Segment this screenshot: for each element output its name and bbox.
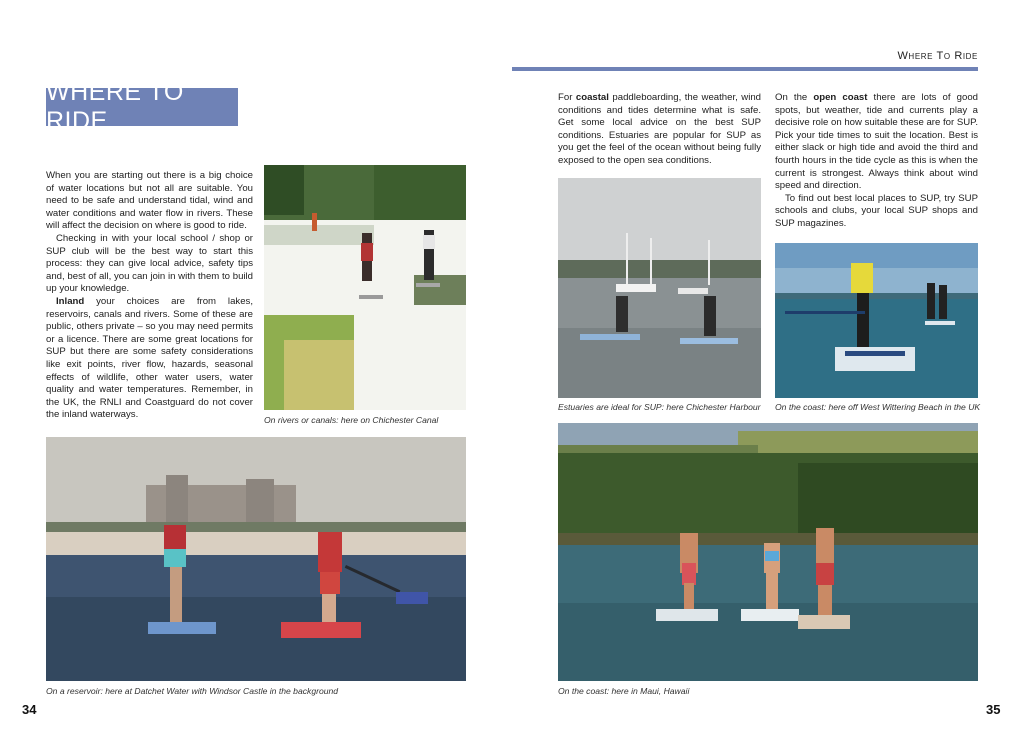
inland-keyword: Inland — [56, 295, 85, 307]
paragraph-local-school: Checking in with your local school / shop or SUP club will be the best way to start this process: they can give local advice, safety tips and, best of all, you can join in with them to build up your knowledge. — [46, 232, 253, 295]
right-body-col1 — [558, 92, 761, 168]
estuary-photo — [558, 178, 761, 398]
right-page-number: 35 — [986, 702, 1001, 717]
reservoir-photo — [46, 437, 466, 681]
canal-photo — [264, 165, 466, 410]
left-page-number: 34 — [22, 702, 37, 717]
open-coast-keyword: open coast — [813, 92, 868, 103]
paragraph-intro: When you are starting out there is a big choice of water locations but not all are suitable. You need to be safe and understand tidal, wind and water conditions and water flow in rivers. These will affect the decision on where is good to ride. — [46, 170, 253, 232]
canal-caption: On rivers or canals: here on Chichester Canal — [264, 415, 439, 425]
header-rule — [512, 67, 978, 71]
right-body-col2 — [775, 92, 978, 231]
reservoir-caption: On a reservoir: here at Datchet Water with Windsor Castle in the background — [46, 686, 339, 696]
paragraph-coastal: For coastal paddleboarding, the weather, wind conditions and tides determine what is safe. Get some local advice on the best SUP conditions. Estuaries are popular for SUP as you get the feel of the ocean without being fully exposed to the open sea conditions. — [558, 92, 762, 166]
maui-photo — [558, 423, 978, 681]
maui-caption: On the coast: here in Maui, Hawaii — [558, 686, 690, 696]
paragraph-find-local: To find out best local places to SUP, try SUP schools and clubs, your local SUP shops and SUP magazines. — [775, 192, 978, 229]
west-wittering-caption: On the coast: here off West Wittering Beach in the UK — [775, 402, 981, 412]
west-wittering-photo — [775, 243, 978, 398]
left-body-text — [46, 170, 253, 422]
page-title: WHERE TO RIDE — [46, 88, 238, 126]
paragraph-inland: Inland your choices are from lakes, reservoirs, canals and rivers. Some of these are public, others private – so you may need permits or a licence. There are some great locations for SUP but there are some safety considerations like exit points, river flow, hazards, seasonal effects of wildlife, other water users, water quality and water temperatures. Remember, in the UK, the RNLI and Coastguard do not cover the inland waterways. — [46, 295, 253, 421]
coastal-keyword: coastal — [575, 92, 609, 103]
paragraph-open-coast: On the open coast there are lots of good spots, but weather, tide and currents play a decisive role on how suitable these are for SUP. Pick your tide times to suit the location. Best is either slack or high tide and avoid the third and fourth hours in the tide cycle as this is when the current is strongest. Always think about wind speed and direction. — [775, 92, 979, 192]
running-head: Where To Ride — [897, 50, 978, 62]
estuary-caption: Estuaries are ideal for SUP: here Chichester Harbour — [558, 402, 761, 412]
